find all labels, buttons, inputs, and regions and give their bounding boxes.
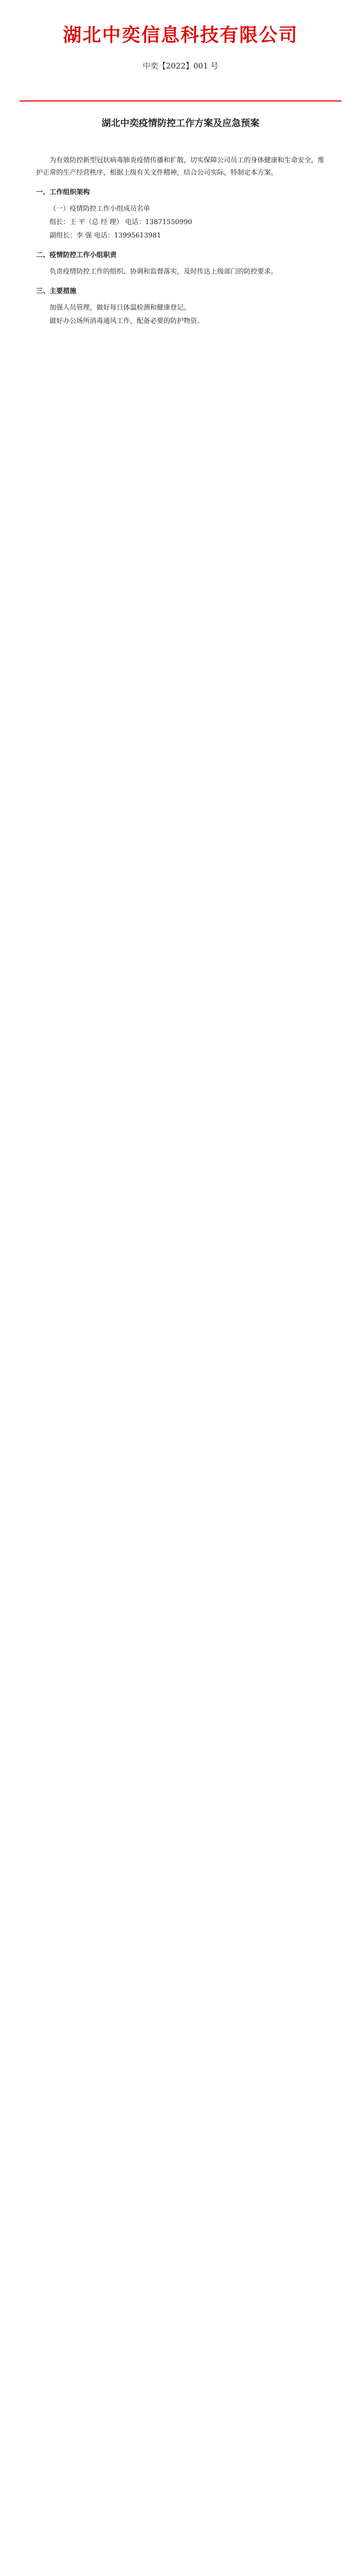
letterhead bbox=[0, 21, 361, 71]
section-heading-3: 三、主要措施 bbox=[36, 287, 77, 295]
document-number: 中奕【2022】001 号 bbox=[142, 61, 219, 71]
section-heading-2: 二、疫情防控工作小组职责 bbox=[36, 251, 117, 259]
section-line: 副组长：李 强 电话：13995613981 bbox=[50, 232, 161, 240]
document-title: 湖北中奕疫情防控工作方案及应急预案 bbox=[102, 118, 259, 129]
section-line: 组长：王 平（总 经 理） 电话：13871550990 bbox=[50, 218, 192, 226]
section-line: 做好办公场所消毒通风工作，配备必要的防护物资。 bbox=[50, 317, 204, 325]
section-line: （一）疫情防控工作小组成员名单 bbox=[50, 205, 151, 213]
section-line: 负责疫情防控工作的组织、协调和监督落实，及时传达上级部门的防控要求。 bbox=[50, 268, 278, 276]
red-divider bbox=[20, 100, 341, 101]
document-body bbox=[36, 155, 325, 329]
section-line: 加强人员管理，做好每日体温检测和健康登记。 bbox=[50, 304, 191, 312]
intro-paragraph: 为有效防控新型冠状病毒肺炎疫情传播和扩散，切实保障公司员工的身体健康和生命安全，维护正常的生产经营秩序，根据上级有关文件精神，结合公司实际，特制定本方案。 bbox=[36, 157, 325, 177]
section-heading-1: 一、工作组织架构 bbox=[36, 189, 90, 196]
company-name: 湖北中奕信息科技有限公司 bbox=[62, 25, 298, 46]
